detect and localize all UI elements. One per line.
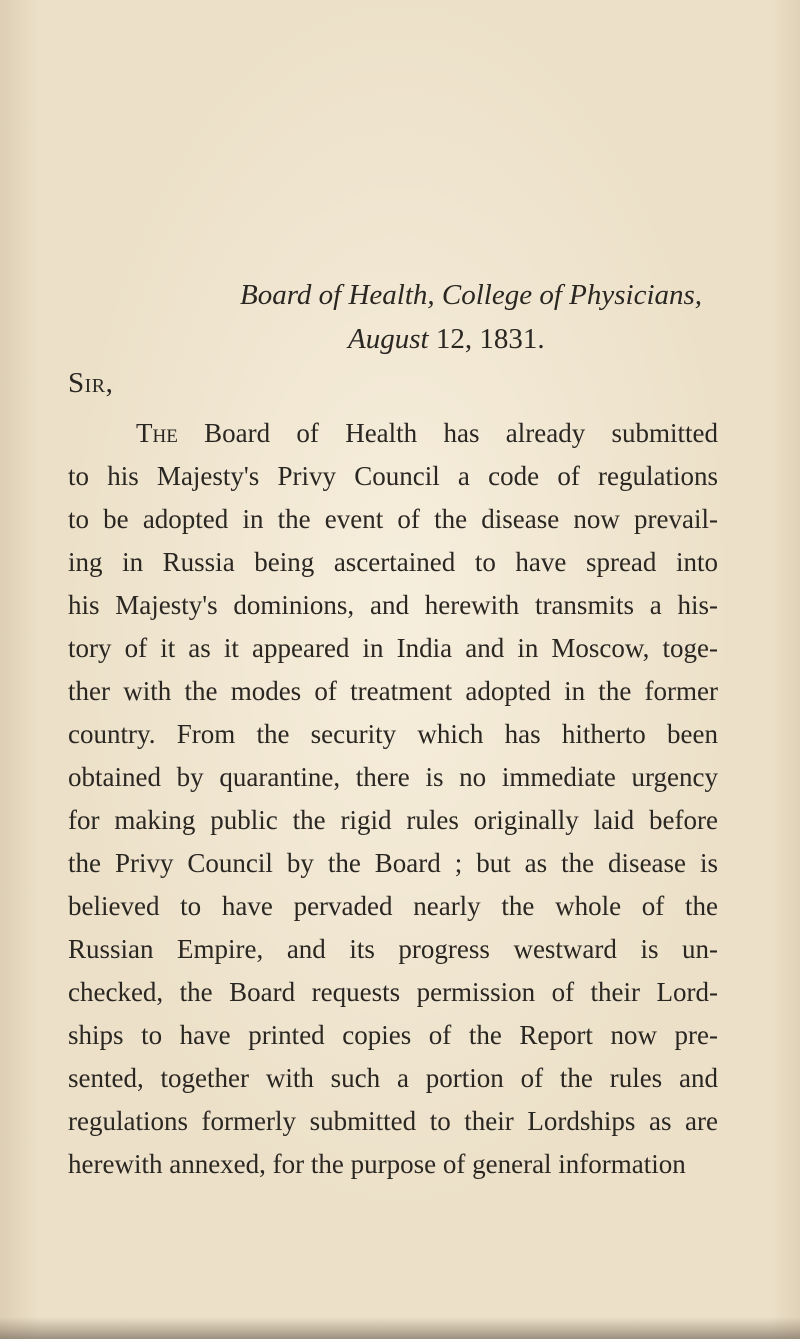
letter-header-date — [348, 322, 545, 356]
page-bottom-edge — [0, 1317, 800, 1339]
body-line: tory of it as it appeared in India and in Moscow, toge- — [68, 633, 718, 663]
body-line: the Privy Council by the Board ; but as the disease is — [68, 848, 718, 878]
body-line: ships to have printed copies of the Report now pre- — [68, 1020, 718, 1050]
body-line: believed to have pervaded nearly the whole of the — [68, 891, 718, 921]
body-line: for making public the rigid rules originally laid before — [68, 805, 718, 835]
date-day-year: 12, 1831. — [428, 323, 545, 355]
body-line: ther with the modes of treatment adopted in the former — [68, 676, 718, 706]
date-month: August — [348, 323, 429, 355]
body-line: obtained by quarantine, there is no immediate urgency — [68, 762, 718, 792]
body-line: checked, the Board requests permission of their Lord- — [68, 977, 718, 1007]
body-line: regulations formerly submitted to their Lordships as are — [68, 1106, 718, 1136]
body-line: herewith annexed, for the purpose of general information — [68, 1149, 686, 1179]
body-line: to his Majesty's Privy Council a code of regulations — [68, 461, 718, 491]
body-line: sented, together with such a portion of the rules and — [68, 1063, 718, 1093]
body-line: country. From the security which has hitherto been — [68, 719, 718, 749]
body-line: Russian Empire, and its progress westward is un- — [68, 934, 718, 964]
body-line: ing in Russia being ascertained to have spread into — [68, 547, 718, 577]
body-first-word: The — [136, 418, 178, 448]
body-line: his Majesty's dominions, and herewith transmits a his- — [68, 590, 718, 620]
body-line — [68, 412, 718, 455]
salutation: Sir, — [68, 367, 114, 399]
letter-body — [68, 412, 718, 1186]
letter-header-address: Board of Health, College of Physicians, — [240, 279, 703, 311]
body-line-text: Board of Health has already submitted — [177, 418, 718, 448]
body-line: to be adopted in the event of the disease now prevail- — [68, 504, 718, 534]
